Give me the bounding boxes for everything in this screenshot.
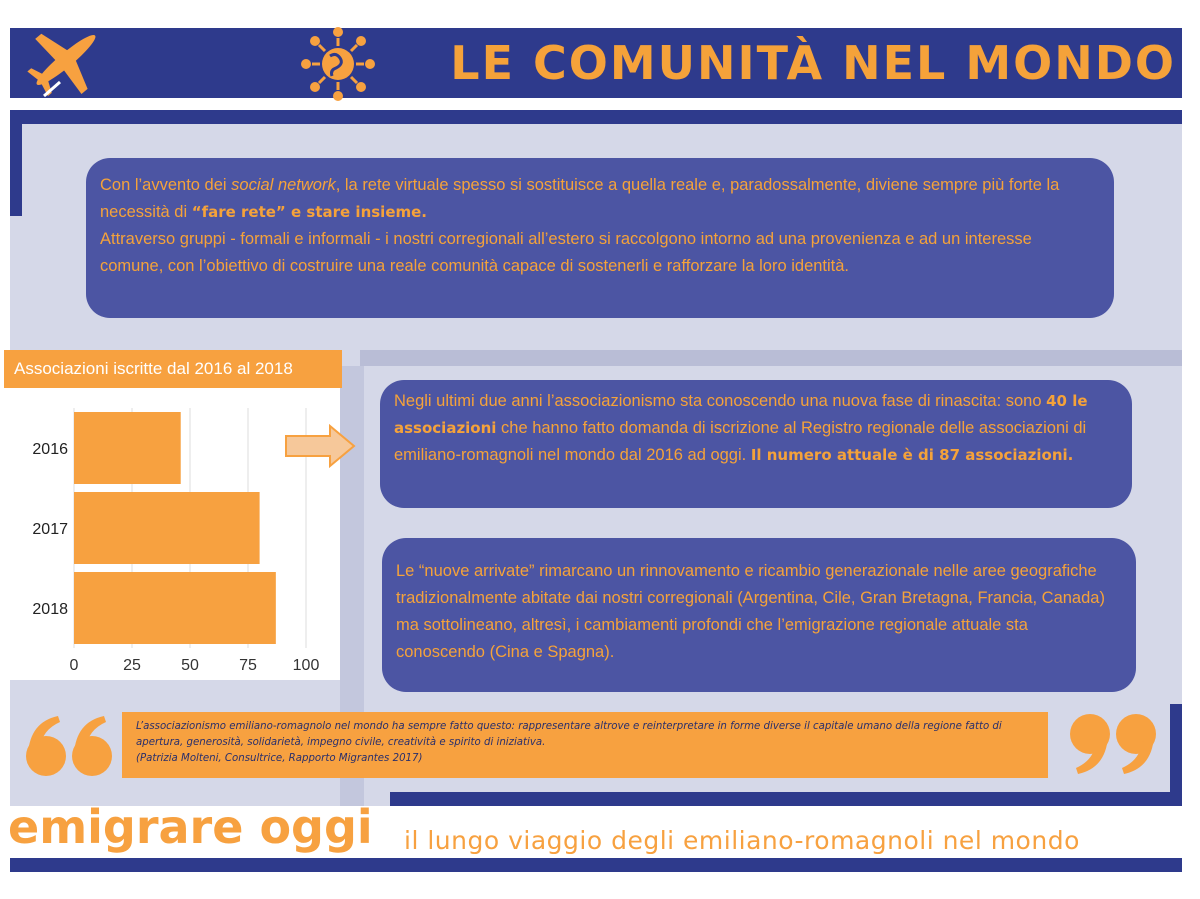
- footer-brand: emigrare oggi: [8, 800, 373, 854]
- intro-emphasis: social network: [231, 176, 336, 194]
- chart-title: Associazioni iscritte dal 2016 al 2018: [4, 350, 342, 388]
- bottom-bracket-line: [390, 792, 1182, 806]
- bar-2016: [74, 412, 181, 484]
- open-quote-icon: [24, 714, 116, 778]
- left-bracket: [10, 124, 22, 216]
- top-divider: [10, 110, 1182, 124]
- info-text: Negli ultimi due anni l’associazionismo sta conoscendo una nuova fase di rinascita: sono: [394, 392, 1047, 410]
- quote-box: [122, 712, 1048, 778]
- intro-bubble: [86, 158, 1114, 318]
- quote-source: (Patrizia Molteni, Consultrice, Rapporto Migrantes 2017): [136, 753, 423, 764]
- quote-text: L’associazionismo emiliano-romagnolo nel mondo ha sempre fatto questo: rappresentare altrove e reinterpretare in forme diverse il capitale umano della regione fatto di apertura, generosità, solidarietà, impegno civile, creatività e spirito di iniziativa.: [136, 721, 1002, 748]
- y-tick-label: 2016: [32, 441, 68, 458]
- intro-paragraph-2: Attraverso gruppi - formali e informali - i nostri corregionali all’estero si raccolgono intorno ad una provenienza e ad un interesse comune, con l’obiettivo di costruire una reale comunità capace di sostenerli e rafforzare la loro identità.: [100, 230, 1032, 275]
- section-divider: [360, 350, 1182, 366]
- footer-subtitle: il lungo viaggio degli emiliano-romagnoli nel mondo: [404, 826, 1080, 855]
- intro-text: Con l’avvento dei: [100, 176, 232, 194]
- info-bubble-associations: [380, 380, 1132, 508]
- info-text: che hanno fatto domanda di iscrizione al Registro regionale delle associazioni di emiliano-romagnoli nel mondo dal 2016 ad oggi.: [394, 419, 1087, 464]
- intro-paragraph-1: [100, 172, 1088, 226]
- y-tick-label: 2018: [32, 601, 68, 618]
- airplane-icon: [24, 18, 108, 102]
- x-tick-label: 25: [123, 657, 141, 674]
- page-title: LE COMUNITÀ NEL MONDO: [450, 36, 1176, 90]
- info-highlight: Il numero attuale è di 87 associazioni.: [750, 446, 1074, 464]
- x-tick-label: 100: [292, 657, 320, 674]
- close-quote-icon: [1066, 712, 1158, 776]
- x-tick-label: 0: [69, 657, 79, 674]
- footer-bar: [10, 858, 1182, 872]
- intro-highlight: “fare rete” e stare insieme.: [191, 203, 427, 221]
- globe-people-icon: [296, 24, 380, 104]
- x-tick-label: 75: [239, 657, 257, 674]
- right-arrow-icon: [284, 424, 356, 468]
- y-tick-label: 2017: [32, 521, 68, 538]
- x-tick-label: 50: [181, 657, 199, 674]
- bar-2017: [74, 492, 260, 564]
- info-highlight: 40 le associazioni: [394, 392, 1088, 437]
- bar-2018: [74, 572, 276, 644]
- intro-text: , la rete virtuale spesso si sostituisce a quella reale e, paradossalmente, diviene sempre più forte la necessità di: [100, 176, 1060, 221]
- info-bubble-new-arrivals: Le “nuove arrivate” rimarcano un rinnovamento e ricambio generazionale nelle aree geografiche tradizionalmente abitate dai nostri corregionali (Argentina, Cile, Gran Bretagna, Francia, Canada) ma sottolineano, altresì, i cambiamenti profondi che l’emigrazione regionale attuale sta conoscendo (Cina e Spagna).: [382, 538, 1136, 692]
- bottom-bracket: [1170, 704, 1182, 806]
